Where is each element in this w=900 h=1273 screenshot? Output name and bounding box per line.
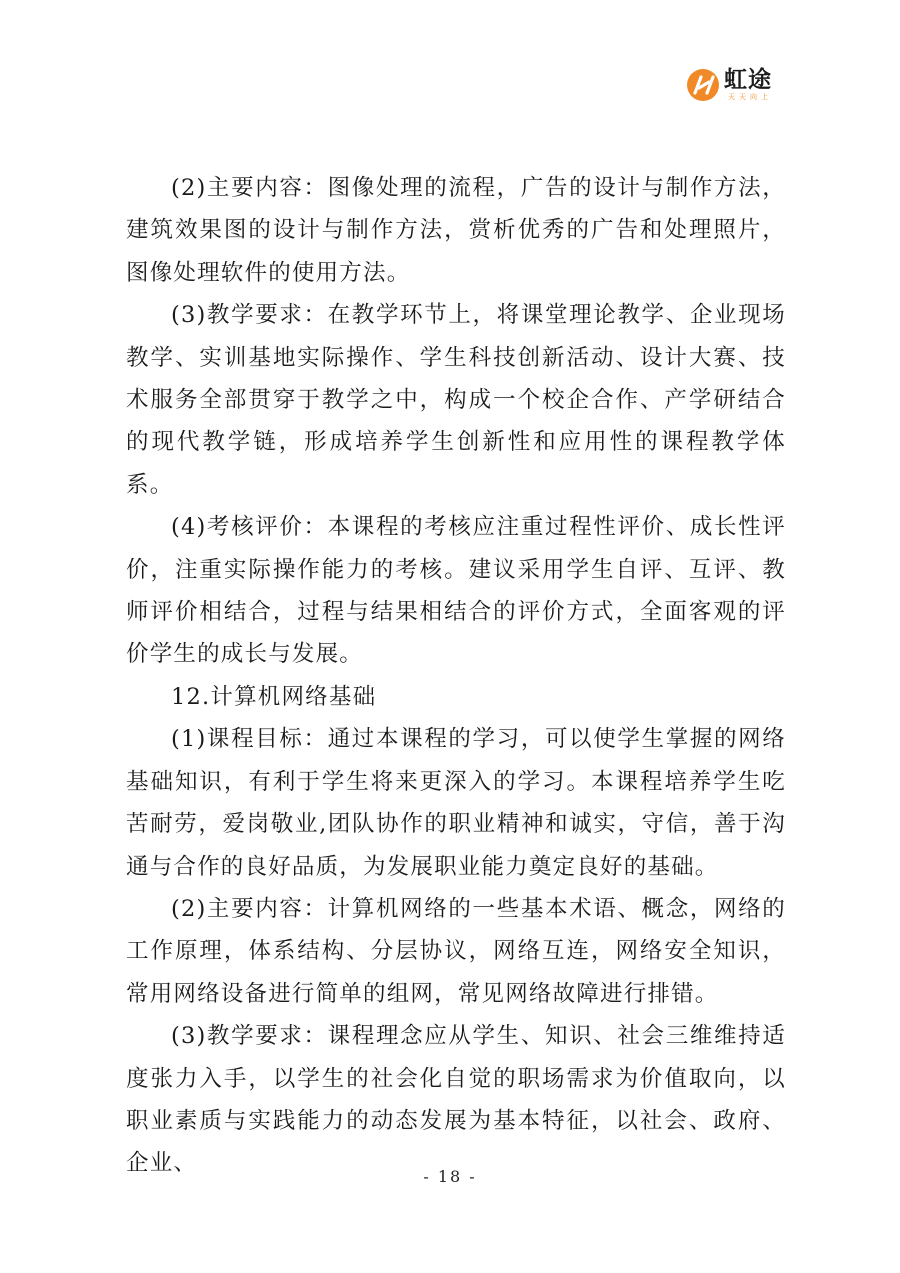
logo-slogan: 天天向上: [728, 93, 772, 101]
paragraph-teaching-requirements-network: (3)教学要求：课程理念应从学生、知识、社会三维维持适度张力入手，以学生的社会化自觉的职场需求为价值取向，以职业素质与实践能力的动态发展为基本特征，以社会、政府、企业、: [126, 1023, 786, 1177]
paragraph-teaching-requirements-image: (3)教学要求：在教学环节上，将课堂理论教学、企业现场教学、实训基地实际操作、学生科技创新活动、设计大赛、技术服务全部贯穿于教学之中，构成一个校企合作、产学研结合的现代教学链，形成培养学生创新性和应用性的课程教学体系。: [126, 302, 786, 498]
document-body: [126, 167, 786, 1185]
logo-mark-icon: [686, 68, 720, 102]
paragraph-main-content-network: (2)主要内容：计算机网络的一些基本术语、概念，网络的工作原理，体系结构、分层协议，网络互连，网络安全知识，常用网络设备进行简单的组网，常见网络故障进行排错。: [126, 895, 786, 1007]
logo: [686, 66, 796, 106]
page-number: - 18 -: [423, 1167, 477, 1186]
paragraph-assessment: (4)考核评价：本课程的考核应注重过程性评价、成长性评价，注重实际操作能力的考核。建议采用学生自评、互评、教师评价相结合，过程与结果相结合的评价方式，全面客观的评价学生的成长与发展。: [126, 514, 786, 668]
section-heading-networking: 12.计算机网络基础: [171, 683, 377, 710]
paragraph-main-content-image: (2)主要内容：图像处理的流程，广告的设计与制作方法，建筑效果图的设计与制作方法，赏析优秀的广告和处理照片，图像处理软件的使用方法。: [126, 175, 786, 286]
logo-text: 虹途: [724, 67, 772, 93]
paragraph-course-goals: (1)课程目标：通过本课程的学习，可以使学生掌握的网络基础知识，有利于学生将来更深入的学习。本课程培养学生吃苦耐劳，爱岗敬业,团队协作的职业精神和诚实，守信，善于沟通与合作的良好品质，为发展职业能力奠定良好的基础。: [126, 726, 786, 880]
